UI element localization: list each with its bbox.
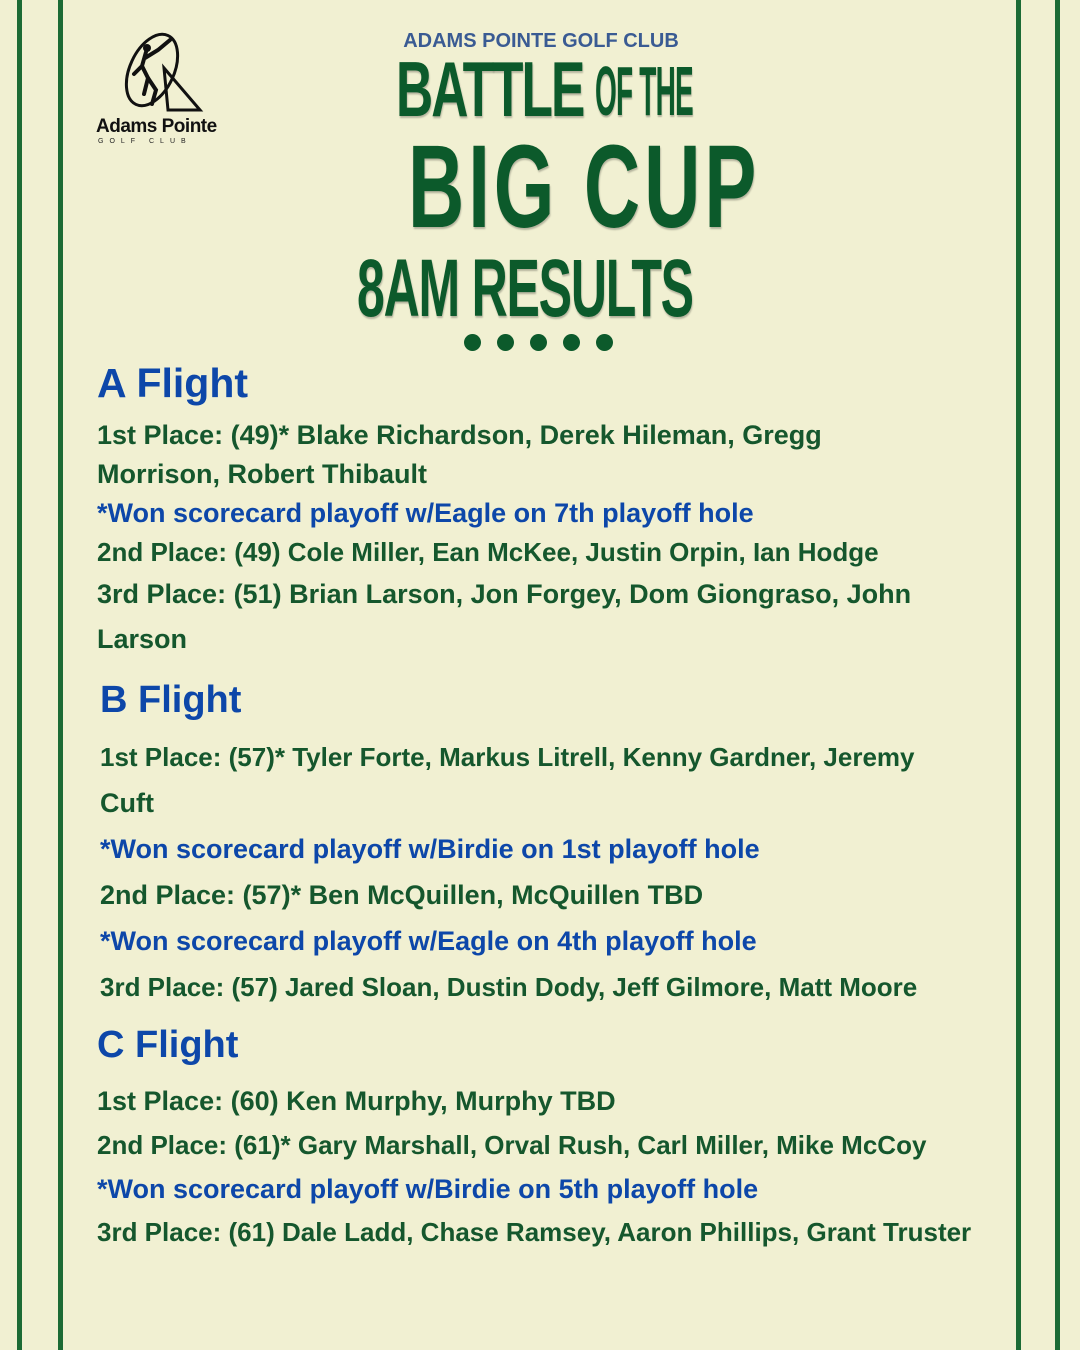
border-line-left-outer (17, 0, 22, 1350)
flight-a-first-note: *Won scorecard playoff w/Eagle on 7th playoff hole (97, 498, 754, 528)
title-battle: BATTLE (396, 45, 584, 133)
flight-c-second-note: *Won scorecard playoff w/Birdie on 5th playoff hole (97, 1174, 759, 1204)
flight-a-first-line2: Morrison, Robert Thibault (97, 459, 427, 489)
border-line-right-inner (1016, 0, 1021, 1350)
flight-c-second: 2nd Place: (61)* Gary Marshall, Orval Rush, Carl Miller, Mike McCoy (97, 1130, 927, 1160)
flight-a-third-line2: Larson (97, 624, 188, 654)
dot (563, 334, 580, 351)
club-name: ADAMS POINTE GOLF CLUB (403, 30, 679, 52)
border-line-left-inner (58, 0, 63, 1350)
flight-b-title: B Flight (100, 679, 242, 721)
dot (530, 334, 547, 351)
flight-b-second: 2nd Place: (57)* Ben McQuillen, McQuillen TBD (100, 880, 704, 910)
flight-c-third: 3rd Place: (61) Dale Ladd, Chase Ramsey, Aaron Phillips, Grant Truster (97, 1217, 972, 1247)
flight-a-title: A Flight (97, 360, 249, 406)
flight-b-first-line2: Cuft (100, 788, 154, 818)
dot (464, 334, 481, 351)
flight-a-first-line1: 1st Place: (49)* Blake Richardson, Derek Hileman, Gregg (97, 420, 822, 450)
title-results: 8AM RESULTS (357, 243, 693, 334)
title-of-the: OF THE (595, 52, 693, 130)
flight-c-first: 1st Place: (60) Ken Murphy, Murphy TBD (97, 1086, 616, 1116)
logo-name: Adams Pointe (96, 116, 217, 137)
golfer-logo-icon (112, 28, 208, 116)
border-line-right-outer (1055, 0, 1060, 1350)
flight-a-second: 2nd Place: (49) Cole Miller, Ean McKee, Justin Orpin, Ian Hodge (97, 537, 879, 567)
flight-a-third-line1: 3rd Place: (51) Brian Larson, Jon Forgey, Dom Giongraso, John (97, 579, 912, 609)
flight-b-first-line1: 1st Place: (57)* Tyler Forte, Markus Litrell, Kenny Gardner, Jeremy (100, 742, 915, 772)
flight-c-title: C Flight (97, 1024, 239, 1066)
logo-subtitle: GOLF CLUB (98, 138, 192, 145)
dot (497, 334, 514, 351)
flight-b-first-note: *Won scorecard playoff w/Birdie on 1st playoff hole (100, 834, 760, 864)
title-big-cup: BIG CUP (408, 121, 761, 253)
flight-b-third: 3rd Place: (57) Jared Sloan, Dustin Dody, Jeff Gilmore, Matt Moore (100, 972, 918, 1002)
club-logo (96, 28, 226, 146)
flight-b-second-note: *Won scorecard playoff w/Eagle on 4th playoff hole (100, 926, 757, 956)
dot (596, 334, 613, 351)
